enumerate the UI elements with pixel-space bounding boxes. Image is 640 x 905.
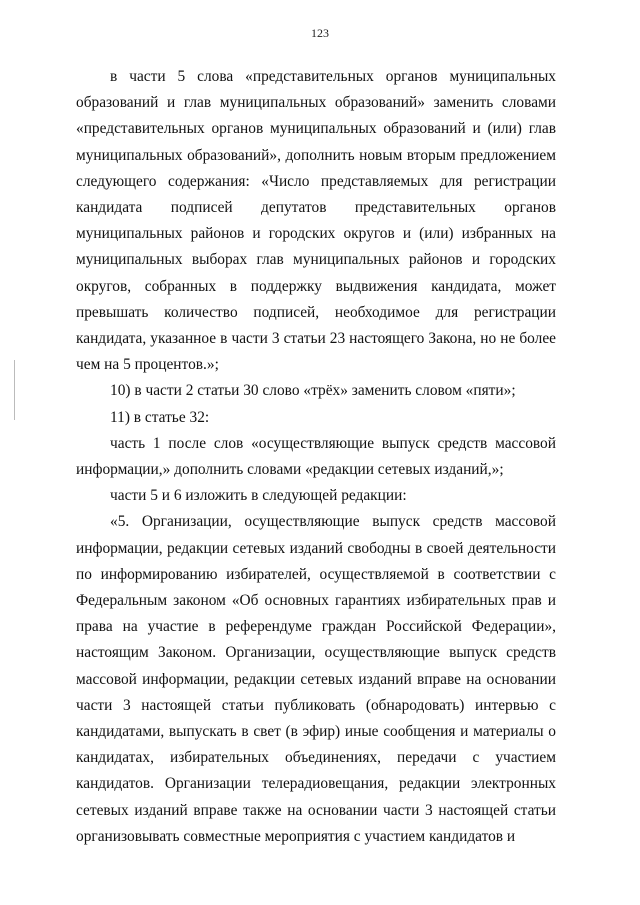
paragraph-item-10: 10) в части 2 статьи 30 слово «трёх» заменить словом «пяти»; [110, 382, 516, 400]
document-body [76, 64, 556, 850]
paragraph-parts-5-6-intro: части 5 и 6 изложить в следующей редакции: [110, 487, 407, 505]
page-number: 123 [311, 26, 329, 40]
paragraph-new-part-5: «5. Организации, осуществляющие выпуск средств массовой информации, редакции сетевых изданий свободны в своей деятельности по информированию избирателей, осуществляемой в соответствии с Федеральным законом «Об основных гарантиях избирательных прав и права на участие в референдуме граждан Российской Федерации», настоящим Законом. Организации, осуществляющие выпуск средств массовой информации, редакции сетевых изданий вправе на основании части 3 настоящей статьи публиковать (обнародовать) интервью с кандидатами, выпускать в свет (в эфир) иные сообщения и материалы о кандидатах, избирательных объединениях, передачи с участием кандидатов. Организации телерадиовещания, редакции электронных сетевых изданий вправе также на основании части 3 настоящей статьи организовывать совместные мероприятия с участием кандидатов и [76, 513, 556, 845]
scan-margin-mark [14, 360, 15, 420]
paragraph-part1-amendment: часть 1 после слов «осуществляющие выпуск средств массовой информации,» дополнить словами «редакции сетевых изданий,»; [76, 434, 556, 479]
paragraph-item-11: 11) в статье 32: [110, 408, 210, 426]
paragraph-part5-amendment: в части 5 слова «представительных органов муниципальных образований и глав муниципальных образований» заменить словами «представительных органов муниципальных образований и (или) глав муниципальных образований», дополнить новым вторым предложением следующего содержания: «Число представляемых для регистрации кандидата подписей депутатов представительных органов муниципальных районов и городских округов и (или) избранных на муниципальных выборах глав муниципальных районов и городских округов, собранных в поддержку выдвижения кандидата, может превышать количество подписей, необходимое для регистрации кандидата, указанное в части 3 статьи 23 настоящего Закона, но не более чем на 5 процентов.»; [76, 68, 556, 374]
